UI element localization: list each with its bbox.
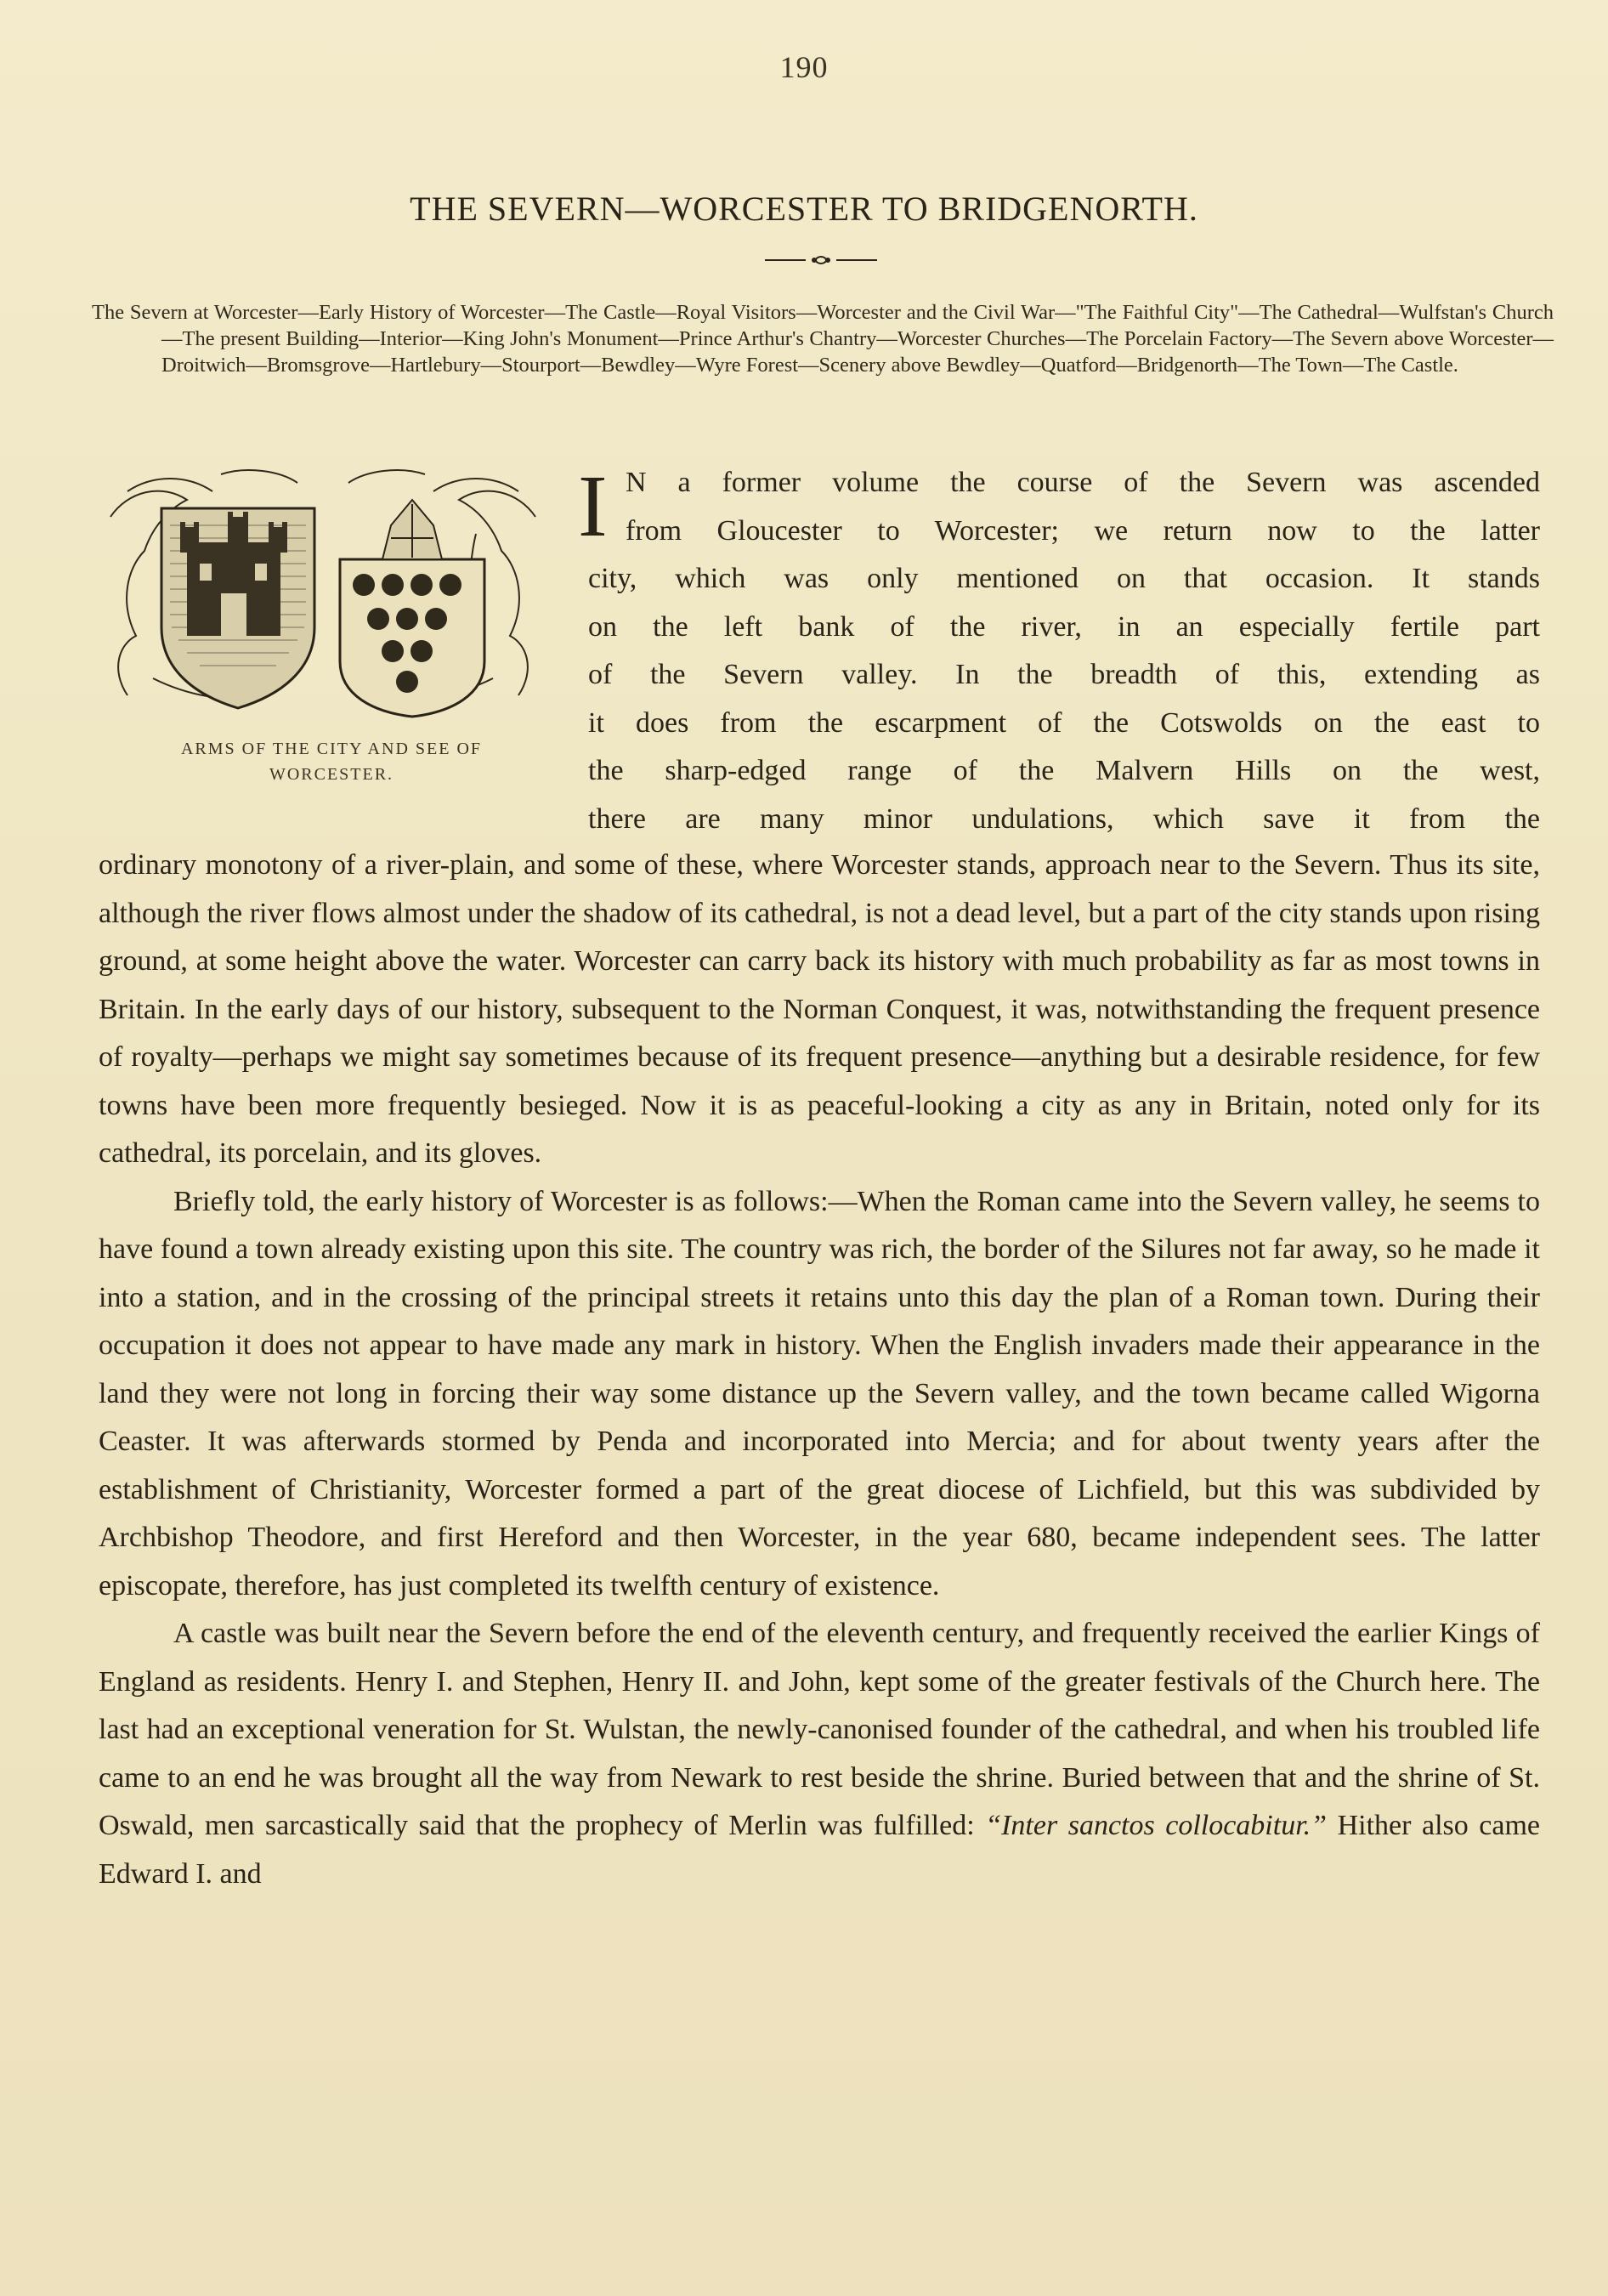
paragraph-3-text: A castle was built near the Severn before the end of the eleventh century, and frequently received the earlier Kings of England as residents. Henry I. and Stephen, Henry II. and John, kept some of the greater festivals of the Church here. The last had an exceptional veneration for St. Wulstan, the newly-canonised founder of the cathedral, and when his troubled life came to an end he was brought all the way from Newark to rest beside the shrine. Buried between that and the shrine of St. Oswald, men sarcastically said that the prophecy of Merlin was fulfilled: xyxy=(99,1618,1540,1841)
summary-text: The Severn at Worcester—Early History of Worcester—The Castle—Royal Visitors—Worcester and the Civil War—"The Faithful City"—The Cathedral—Wulfstan's Church—The present Building—Interior—King John's Monument—Prince Arthur's Chantry—Worcester Churches—The Porcelain Factory—The Severn above Worcester—Droitwich—Bromsgrove—Hartlebury—Stourport—Bewdley—Wyre Forest—Scenery above Bewdley—Quatford—Bridgenorth—The Town—The Castle. xyxy=(92,301,1554,377)
opening-line: there are many minor undulations, which save it from the xyxy=(588,802,1540,835)
paragraph-3 xyxy=(99,1610,1540,1898)
caption-line-1: ARMS OF THE CITY AND SEE OF xyxy=(180,740,483,758)
opening-line: it does from the escarpment of the Cotswolds on the east to xyxy=(588,706,1540,739)
opening-line: of the Severn valley. In the breadth of this, extending as xyxy=(588,659,1540,690)
paragraph-3-end: Hither also came Edward I. and xyxy=(99,1810,1540,1890)
page-number: 190 xyxy=(779,50,829,84)
opening-line: the sharp-edged range of the Malvern Hills on the west, xyxy=(588,755,1540,786)
opening-line: on the left bank of the river, in an especially fertile part xyxy=(588,610,1540,643)
opening-line: from Gloucester to Worcester; we return now to the latter xyxy=(626,514,1540,547)
opening-line: N a former volume the course of the Severn was ascended xyxy=(626,467,1540,498)
paragraph-2: Briefly told, the early history of Worcester is as follows:—When the Roman came into the Severn valley, he seems to have found a town already existing upon this site. The country was rich, the border of the Silures not far away, so he made it into a station, and in the crossing of the principal streets it retains unto this day the plan of a Roman town. During their occupation it does not appear to have made any mark in history. When the English invaders made their appearance in the land they were not long in forcing their way some distance up the Severn valley, and the town became called Wigorna Ceaster. It was afterwards stormed by Penda and incorporated into Mercia; and for about twenty years after the establishment of Christianity, Worcester formed a part of the great diocese of Lichfield, but this was subdivided by Archbishop Theodore, and first Hereford and then Worcester, in the year 680, became independent sees. The latter episcopate, therefore, has just completed its twelfth century of existence. xyxy=(99,1185,1540,1602)
paragraph-1-continued: ordinary monotony of a river-plain, and some of these, where Worcester stands, approach near to the Severn. Thus its site, although the river flows almost under the shadow of its cathedral, is not a dead level, but a part of the city stands upon rising ground, at some height above the water. Worcester can carry back its history with much probability as far as most towns in Britain. In the early days of our history, subsequent to the Norman Conquest, it was, notwithstanding the frequent presence of royalty—perhaps we might say sometimes because of its frequent presence—anything but a desirable residence, for few towns have been more frequently besieged. Now it is as peaceful-looking a city as any in Britain, noted only for its cathedral, its porcelain, and its gloves. xyxy=(99,849,1540,1169)
chapter-summary xyxy=(92,299,1554,378)
ornament-divider-icon xyxy=(762,252,880,269)
coat-of-arms-icon xyxy=(93,466,552,721)
opening-lines xyxy=(588,459,1540,843)
latin-quote: “Inter sanctos collocabitur.” xyxy=(985,1810,1328,1841)
drop-cap: I xyxy=(578,457,608,555)
chapter-title: THE SEVERN—WORCESTER TO BRIDGENORTH. xyxy=(410,190,1198,228)
illustration-caption xyxy=(127,736,535,787)
opening-line: city, which was only mentioned on that occasion. It stands xyxy=(588,563,1540,594)
body-text xyxy=(99,842,1540,1898)
caption-line-2: WORCESTER. xyxy=(269,765,394,784)
